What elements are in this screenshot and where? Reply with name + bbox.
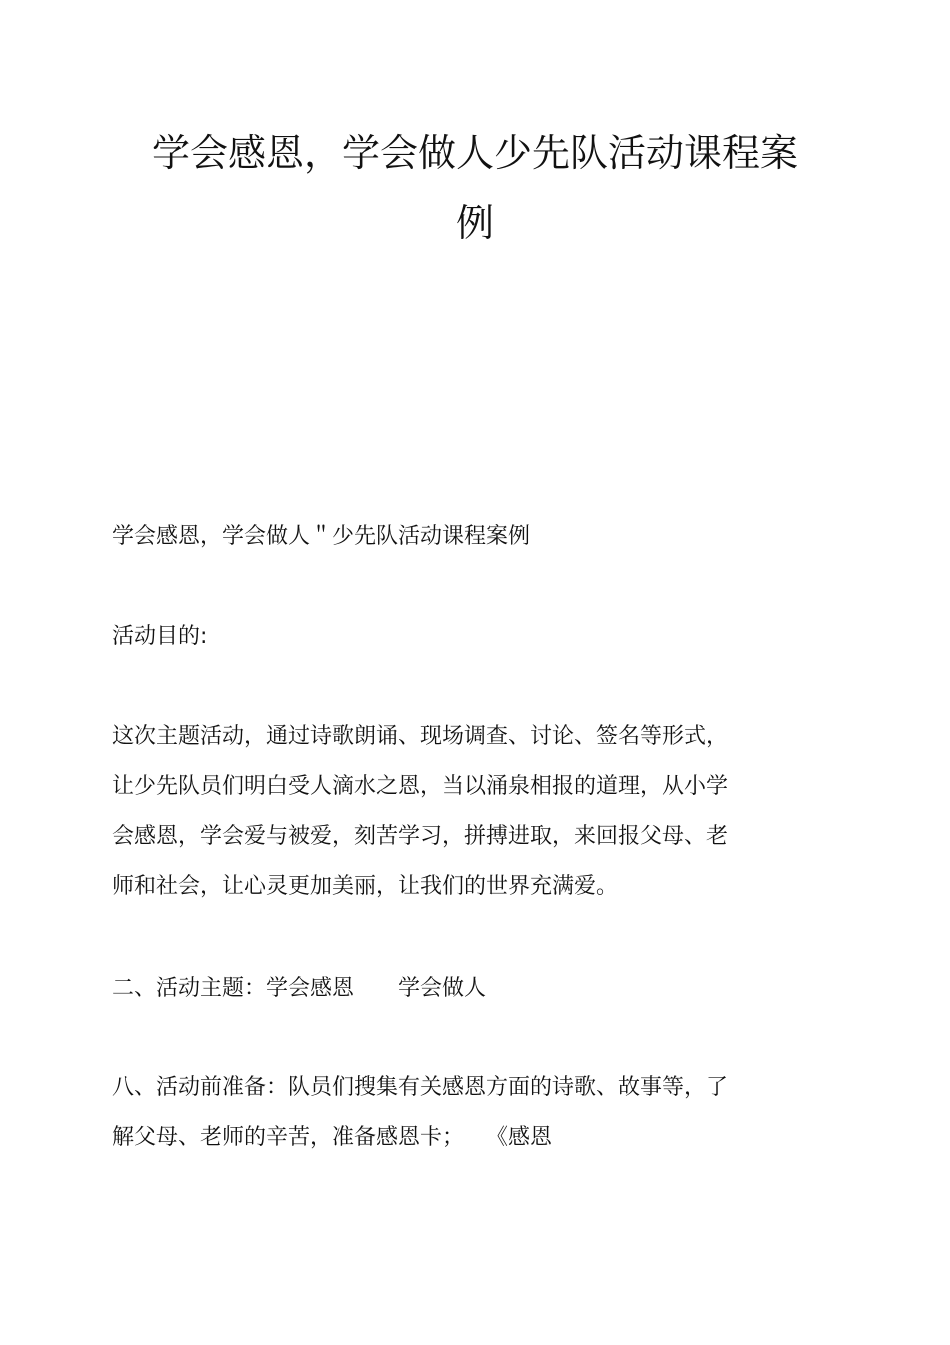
title-line: 例 xyxy=(455,201,494,245)
purpose-line: 师和社会，让心灵更加美丽，让我们的世界充满爱。 xyxy=(112,874,619,899)
purpose-line: 会感恩，学会爱与被爱，刻苦学习，拼搏进取，来回报父母、老 xyxy=(112,824,729,849)
purpose-heading xyxy=(112,612,772,662)
purpose-paragraph xyxy=(112,712,772,912)
purpose-line: 这次主题活动，通过诗歌朗诵、现场调查、讨论、签名等形式， xyxy=(112,724,729,749)
subtitle-paragraph xyxy=(112,512,772,562)
theme-paragraph xyxy=(112,964,772,1014)
theme-text: 二、活动主题：学会感恩 学会做人 xyxy=(112,976,487,1001)
title-line: 学会感恩，学会做人少先队活动课程案 xyxy=(151,131,798,175)
subtitle-text: 学会感恩，学会做人＂少先队活动课程案例 xyxy=(112,524,531,549)
purpose-line: 让少先队员们明白受人滴水之恩，当以涌泉相报的道理，从小学 xyxy=(112,774,729,799)
purpose-label: 活动目的: xyxy=(112,624,208,649)
preparation-line: 解父母、老师的辛苦，准备感恩卡； 《感恩 xyxy=(112,1125,553,1150)
document-title xyxy=(100,118,850,258)
preparation-line: 八、活动前准备：队员们搜集有关感恩方面的诗歌、故事等，了 xyxy=(112,1075,729,1100)
preparation-paragraph xyxy=(112,1063,772,1163)
